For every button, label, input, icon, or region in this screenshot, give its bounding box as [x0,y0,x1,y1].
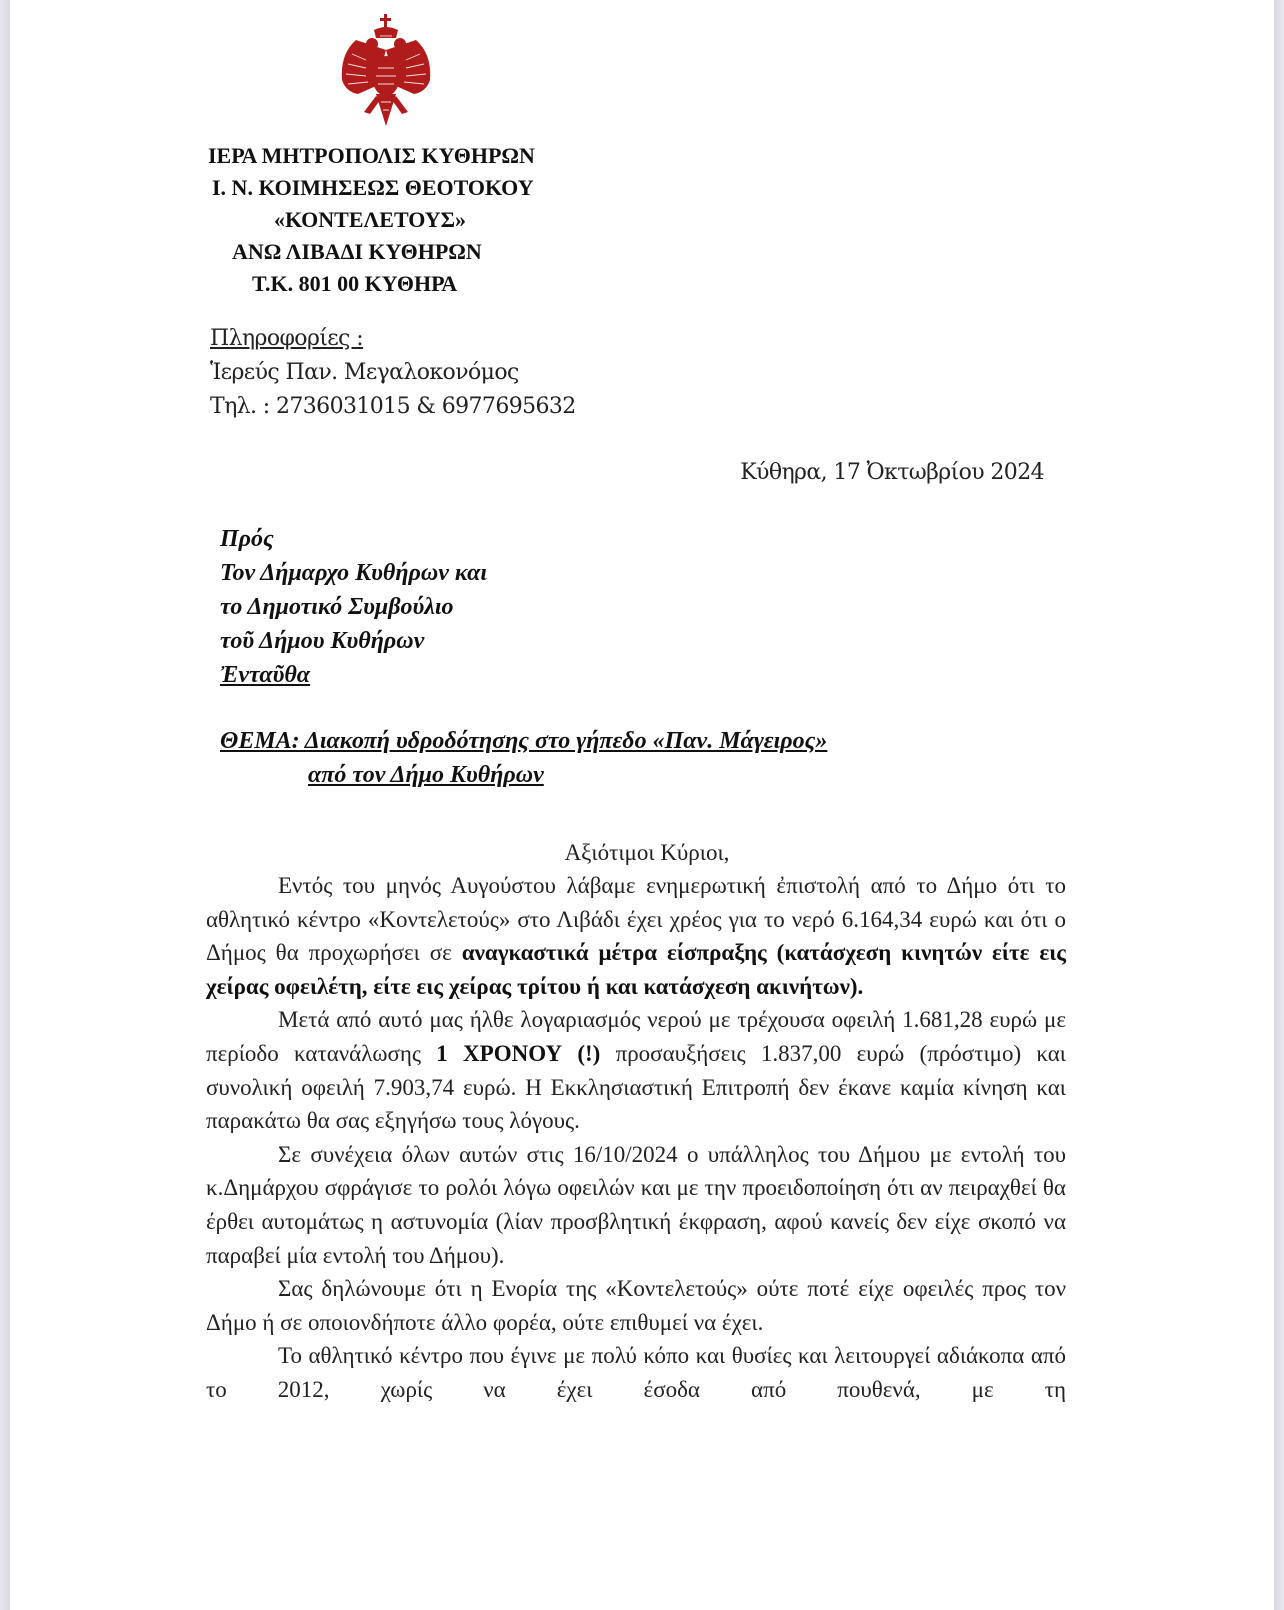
subject-block [220,724,827,792]
recipient-line: Τον Δήμαρχο Κυθήρων και [220,560,488,586]
header-metropolis: ΙΕΡΑ ΜΗΤΡΟΠΟΛΙΣ ΚΥΘΗΡΩΝ [208,143,535,168]
document-page [10,0,1274,1610]
header-parish: «ΚΟΝΤΕΛΕΤΟΥΣ» [274,207,467,232]
body-paragraph: Εντός του μηνός Αυγούστου λάβαμε ενημερωτική ἐπιστολή από το Δήμο ότι το αθλητικό κέντρο «Κοντελετούς» στο Λιβάδι έχει χρέος για το νερό 6.164,34 ευρώ και ότι ο Δήμος θα προχωρήσει σε αναγκαστικά μέτρα είσπραξης (κατάσχεση κινητών είτε εις χείρας οφειλέτη, είτε εις χείρας τρίτου ή και κατάσχεση ακινήτων). [206,873,1066,999]
sender-header [200,140,580,300]
recipient-line: Πρός [220,526,274,552]
subject-line-2: από τον Δήμο Κυθήρων [308,762,544,788]
double-headed-eagle-icon [336,14,436,134]
info-phone: Τηλ. : 2736031015 & 6977695632 [210,394,576,419]
recipient-block [220,522,487,692]
header-postal-code: Τ.Κ. 801 00 ΚΥΘΗΡΑ [252,271,458,296]
letter-date: Κύθηρα, 17 Ὀκτωβρίου 2024 [740,460,1044,485]
info-label: Πληροφορίες : [210,326,364,351]
header-location: ΑΝΩ ΛΙΒΑΔΙ ΚΥΘΗΡΩΝ [232,239,482,264]
contact-info [210,322,576,424]
bold-emphasis: 1 ΧΡΟΝΟΥ (!) [436,1040,601,1066]
greeting: Αξιότιμοι Κύριοι, [564,840,730,865]
body-paragraph: Μετά από αυτό μας ήλθε λογαριασμός νερού με τρέχουσα οφειλή 1.681,28 ευρώ με περίοδο κατανάλωσης 1 ΧΡΟΝΟΥ (!) προσαυξήσεις 1.837,00 ευρώ (πρόστιμο) και συνολική οφειλή 7.903,74 ευρώ. Η Εκκλησιαστική Επιτροπή δεν έκανε καμία κίνηση και παρακάτω θα σας εξηγήσω τους λόγους. [206,1007,1066,1134]
body-paragraph: Σας δηλώνουμε ότι η Ενορία της «Κοντελετούς» ούτε ποτέ είχε οφειλές προς τον Δήμο ή σε οποιονδήποτε άλλο φορέα, ούτε επιθυμεί να έχει. [206,1276,1066,1335]
header-church: Ι. Ν. ΚΟΙΜΗΣΕΩΣ ΘΕΟΤΟΚΟΥ [212,175,534,200]
body-paragraph: Σε συνέχεια όλων αυτών στις 16/10/2024 ο υπάλληλος του Δήμου με εντολή του κ.Δημάρχου σφράγισε το ρολόι λόγω οφειλών και με την προειδοποίηση ότι αν πειραχθεί θα έρθει αυτομάτως η αστυνομία (λίαν προσβλητική έκφραση, αφού κανείς δεν είχε σκοπό να παραβεί μία εντολή του Δήμου). [206,1141,1066,1268]
letter-body [206,869,1066,1407]
bold-emphasis: αναγκαστικά μέτρα είσπραξης (κατάσχεση κινητών είτε εις χείρας οφειλέτη, είτε εις χείρας τρίτου ή και κατάσχεση ακινήτων). [206,940,1066,999]
page-edge-right [1274,0,1284,1610]
recipient-location: Ἐνταῦθα [220,662,311,688]
info-contact-person: Ἱερεύς Παν. Μεγαλοκονόμος [210,360,519,385]
body-paragraph: Το αθλητικό κέντρο που έγινε με πολύ κόπο και θυσίες και λειτουργεί αδιάκοπα από το 2012, χωρίς να έχει έσοδα από πουθενά, με τη [206,1343,1066,1402]
page-edge-left [0,0,10,1610]
subject-line-1: ΘΕΜΑ: Διακοπή υδροδότησης στο γήπεδο «Παν. Μάγειρος» [220,728,828,754]
recipient-line: τοῦ Δήμου Κυθήρων [220,628,425,654]
recipient-line: το Δημοτικό Συμβούλιο [220,594,454,620]
